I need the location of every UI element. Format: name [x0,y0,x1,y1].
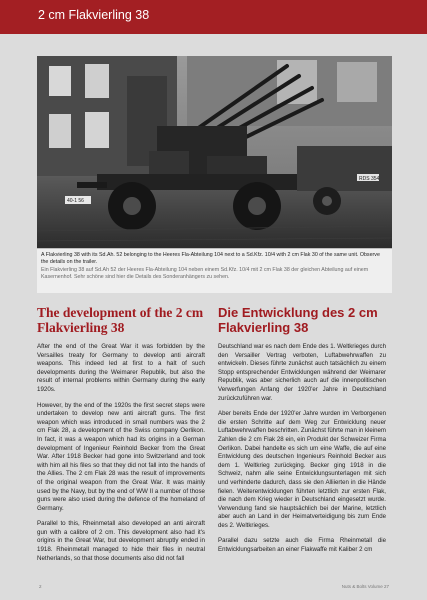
page-number: 2 [39,584,42,589]
photo-caption [37,248,392,293]
german-paragraph: Aber bereits Ende der 1920'er Jahre wurden im Verborgenen die ersten Schritte auf dem Weg zur Entwicklung neuer Luftabwehrwaffen beschritten. Zunächst führte man in kleinem Zahlen die 2 cm Flak 28 ein, ein Produkt der Schweizer Firma Oerlikon. Dabei handelte es sich um eine Waffe, die auf eine Entwicklung des deutschen Ingenieurs Reinhold Becker aus dem 1. Weltkrieg zurückging. Becker ging 1918 in die Schweiz, nahm alle seine Entwicklungsunterlagen mit sich und verhinderte dadurch, dass sie den Alliierten in die Hände fielen. Weiterentwicklungen führten letztlich zur ersten Flak, die nach dem Krieg wieder in Deutschland eingesetzt wurde. Verwendung fand sie hauptsächlich bei der Marine, letztlich aber auch an Land in der Heimatverteidigung bis zum Ende des 2. Weltkrieges. [218,410,386,529]
historical-photo [37,56,392,248]
caption-english: A Flakvierling 38 with its Sd.Ah. 52 belonging to the Heeres Fla-Abteilung 104 next to a Sd.Kfz. 10/4 with 2 cm Flak 30 of the same unit. Observe the details on the trailer. [41,252,380,266]
german-paragraph: Parallel dazu setzte auch die Firma Rheinmetall die Entwicklungsarbeiten an einer Flakwaffe mit Kaliber 2 cm [218,537,386,554]
photo-illustration [37,56,392,248]
page-header-bar [0,0,427,34]
german-paragraph: Deutschland war es nach dem Ende des 1. Weltkrieges durch den Versailler Vertrag verboten, Luftabwehrwaffen zu entwickeln. Dieses führte zunächst auch tatsächlich zu einem Stopp entsprechender Entwicklungen während der Weimarer Republik, was aber sicherlich auch auf die innenpolitischen Verwerfungen Anfang der 1920'er Jahre in Deutschland zurückzuführen war. [218,343,386,402]
english-paragraph: After the end of the Great War it was forbidden by the Versailles treaty for Germany to develop anti aircraft weapons. This indeed led at first to a halt of such developments during the Weimarer Republik, but also the result of internal problems within Germany during the early 1920s. [37,343,205,393]
caption-german: Ein Flakvierling 38 auf Sd.Ah 52 der Heeres Fla-Abteilung 104 neben einem Sd.Kfz. 10/4 mit 2 cm Flak 38 der gleichen Abteilung auf einem Kasernenhof. Sehr schöne sind hier die Details des Sonderanhängers zu sehen. [41,266,369,281]
vehicle-plate-front-text: 40-1 56 [67,198,84,204]
english-column [37,305,205,570]
english-paragraph: However, by the end of the 1920s the first secret steps were undertaken to develop new anti aircraft guns. The first weapon which was introduced in small numbers was the 2 cm Flak 28, a development of the Swiss company Oerlikon. In fact, it was a weapon which had its origins in a German development of Ingenieur Reinhold Becker from the Great War. After 1918 Becker had gone into Switzerland and took with him all his files so that they did not fall into the hands of the Allies. The 2 cm Flak 28 was the result of improvements of the original weapon from the Great War. It was mainly used by the Navy, but by the end of WW II a number of those guns were also used during the defence of the homeland of Germany. [37,401,205,512]
vehicle-plate-right-text: RDS 354 [359,176,380,182]
english-heading: The development of the 2 cm Flakvierling 38 [37,305,204,335]
german-heading: Die Entwicklung des 2 cm Flakvierling 38 [218,305,378,335]
publication-name: Nuts & Bolts Volume 27 [341,584,389,589]
english-paragraph: Parallel to this, Rheinmetall also developed an anti aircraft gun with a calibre of 2 cm. This development also had it's origins in the Great War, but development abruptly ended in 1918. Rheinmetall managed to hide their files in neutral Netherlands, so that those documents also did not fall [37,520,205,562]
german-column [218,305,386,562]
header-title: 2 cm Flakvierling 38 [38,8,150,22]
